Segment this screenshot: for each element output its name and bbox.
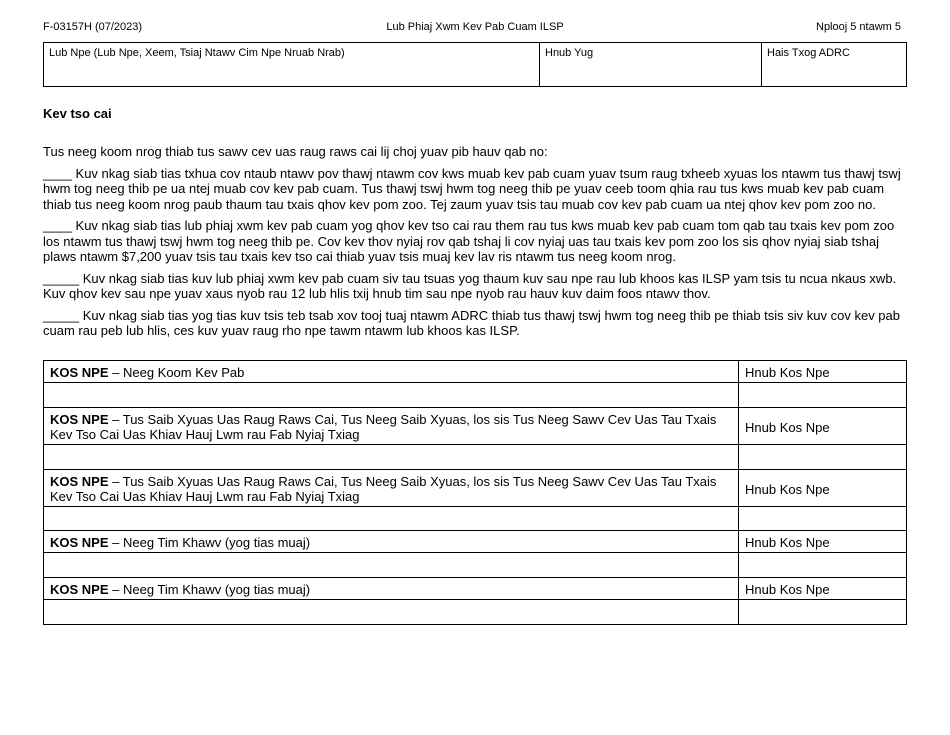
statement-3: _____ Kuv nkag siab tias kuv lub phiaj xwm kev pab cuam siv tau tsuas yog thaum kuv sau npe rau lub khoos kas ILSP yam tsis tu ncua nkaus xwb. Kuv qhov kev sau npe yuav xaus nyob rau 12 lub hlis txij hnub tim sau npe nyob rau hauv kuv daim foos ntawv thov. bbox=[43, 270, 897, 301]
birthdate-label: Hnub Yug bbox=[545, 47, 594, 59]
signature-label: KOS NPE – Neeg Tim Khawv (yog tias muaj) bbox=[44, 531, 739, 553]
signature-line-participant[interactable] bbox=[44, 383, 739, 408]
signature-label: KOS NPE – Tus Saib Xyuas Uas Raug Raws Cai, Tus Neeg Saib Xyuas, los sis Tus Neeg Sawv Cev Uas Tau Txais Kev Tso Cai Uas Khiav Hauj Lwm rau Fab Nyiaj Txiag bbox=[44, 470, 739, 507]
birthdate-field[interactable] bbox=[540, 43, 762, 87]
signature-date-input[interactable] bbox=[739, 600, 907, 625]
intro-text: Tus neeg koom nrog thiab tus sawv cev uas raug raws cai lij choj yuav pib hauv qab no: bbox=[43, 144, 548, 159]
signature-date-input[interactable] bbox=[739, 445, 907, 470]
signature-line-witness-1[interactable] bbox=[44, 553, 739, 578]
signature-table bbox=[43, 360, 907, 625]
statement-4: _____ Kuv nkag siab tias yog tias kuv tsis teb tsab xov tooj tuaj ntawm ADRC thiab tus thawj tswj hwm tog neeg thib pe thiab tsis siv kuv cov kev pab cuam rau peb lub hlis, ces kuv yuav raug rho npe tawm ntawm lub khoos kas ILSP. bbox=[43, 307, 900, 338]
form-id: F-03157H (07/2023) bbox=[43, 21, 143, 33]
participant-info-table bbox=[43, 42, 907, 87]
page-number: Nplooj 5 ntawm 5 bbox=[816, 21, 901, 33]
name-label: Lub Npe (Lub Npe, Xeem, Tsiaj Ntawv Cim Npe Nruab Nrab) bbox=[49, 47, 345, 59]
signature-line-witness-2[interactable] bbox=[44, 600, 739, 625]
adrc-field[interactable] bbox=[762, 43, 907, 87]
statement-2: ____ Kuv nkag siab tias lub phiaj xwm kev pab cuam yog qhov kev tso cai rau them rau tus kws muab kev pab cuam tom qab tau txais kev pom zoo los ntawm tus thawj tswj hwm tog neeg thib pe. Cov kev thov nyiaj rov qab tshaj li cov nyiaj uas tau txais kev pom zoo los sis qhov nyiaj siab tshaj plaws ntawm $7,200 yuav tsis tau txais kev tso cai thiab yuav tsis muaj kev lav ris ntawm tus neeg koom nrog. bbox=[43, 218, 895, 264]
signature-date-label: Hnub Kos Npe bbox=[739, 531, 907, 553]
signature-date-input[interactable] bbox=[739, 383, 907, 408]
signature-date-input[interactable] bbox=[739, 507, 907, 531]
signature-date-input[interactable] bbox=[739, 553, 907, 578]
statements-block bbox=[43, 144, 907, 345]
name-field[interactable] bbox=[44, 43, 540, 87]
signature-label: KOS NPE – Neeg Tim Khawv (yog tias muaj) bbox=[44, 578, 739, 600]
section-title: Kev tso cai bbox=[43, 106, 112, 121]
signature-line-guardian-1[interactable] bbox=[44, 445, 739, 470]
signature-date-label: Hnub Kos Npe bbox=[739, 361, 907, 383]
statement-1: ____ Kuv nkag siab tias txhua cov ntaub ntawv pov thawj ntawm cov kws muab kev pab cuam yuav tsum raug txheeb xyuas los ntawm tus thawj tswj hwm tog neeg thib pe ua ntej muab cov kev pab cuam. Tus thawj tswj hwm tog neeg thib pe yuav ceeb toom qhia rau tus kws muab kev pab cuam thiab tus neeg koom nrog paub thaum tau txais qhov kev pom zoo. Tej zaum yuav tsis tau muab cov kev pab cuam ua ntej qhov kev pom zoo no. bbox=[43, 165, 901, 212]
signature-label: KOS NPE – Tus Saib Xyuas Uas Raug Raws Cai, Tus Neeg Saib Xyuas, los sis Tus Neeg Sawv Cev Uas Tau Txais Kev Tso Cai Uas Khiav Hauj Lwm rau Fab Nyiaj Txiag bbox=[44, 408, 739, 445]
signature-line-guardian-2[interactable] bbox=[44, 507, 739, 531]
signature-date-label: Hnub Kos Npe bbox=[739, 470, 907, 507]
adrc-label: Hais Txog ADRC bbox=[767, 47, 850, 59]
form-title: Lub Phiaj Xwm Kev Pab Cuam ILSP bbox=[386, 21, 564, 33]
signature-date-label: Hnub Kos Npe bbox=[739, 578, 907, 600]
signature-date-label: Hnub Kos Npe bbox=[739, 408, 907, 445]
signature-label: KOS NPE – Neeg Koom Kev Pab bbox=[44, 361, 739, 383]
